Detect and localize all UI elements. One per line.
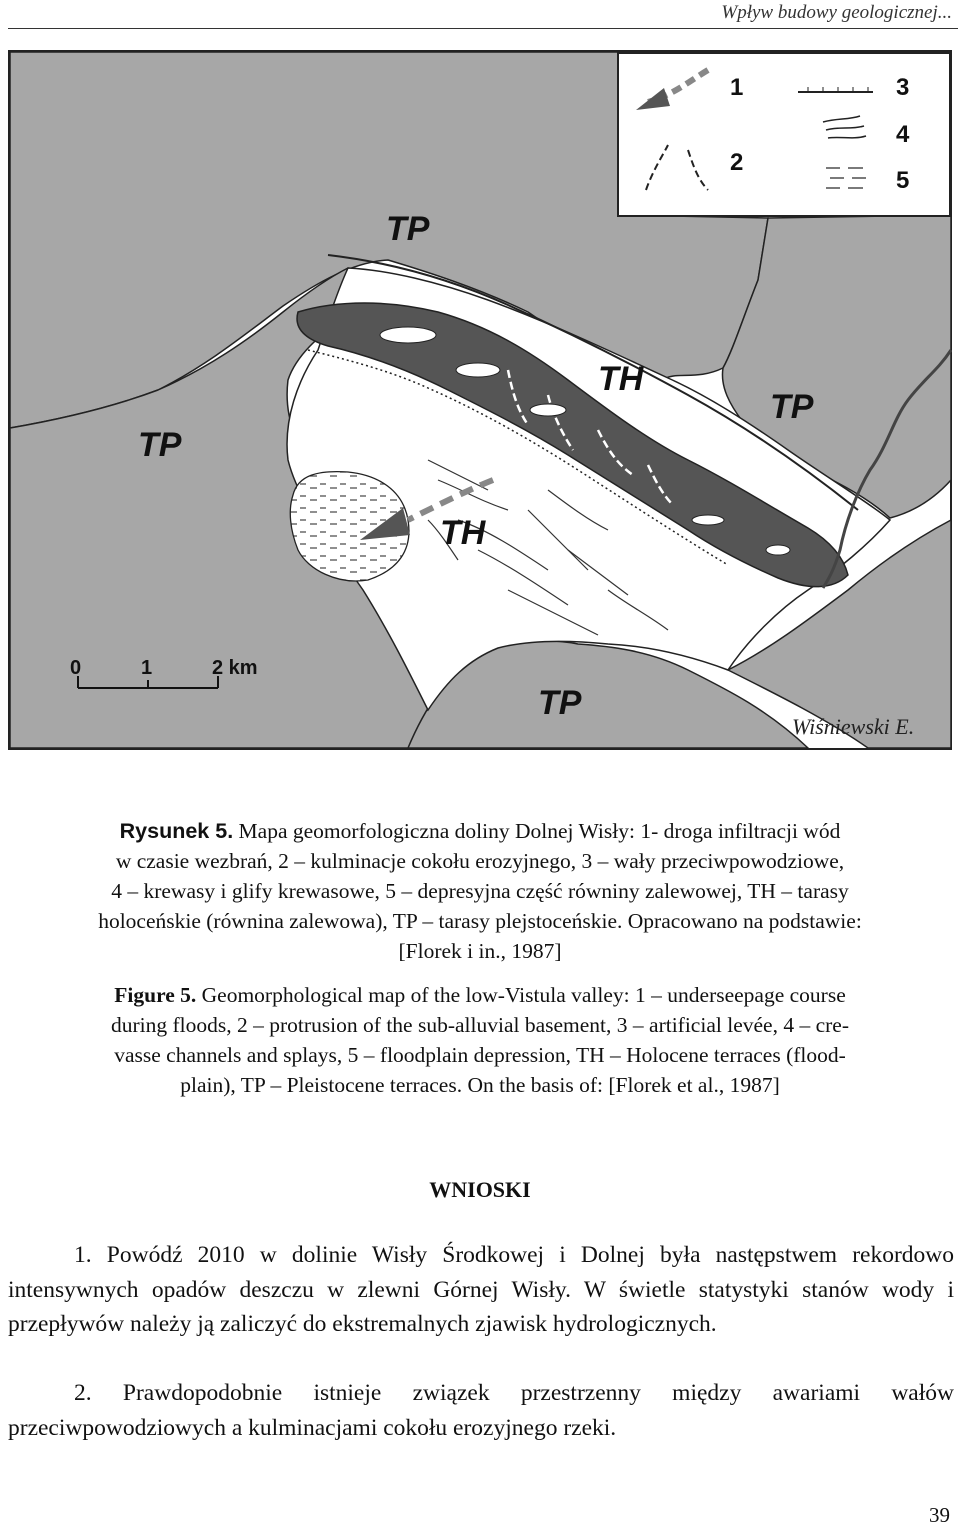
caption-en-line-1-text: Geomorphological map of the low-Vistula valley: 1 – underseepage course	[196, 983, 846, 1007]
legend-label-5: 5	[896, 167, 910, 194]
legend-label-4: 4	[896, 121, 910, 148]
caption-pl-line-1-text: Mapa geomorfologiczna doliny Dolnej Wisły: 1- droga infiltracji wód	[233, 819, 841, 843]
label-th-center: TH	[440, 514, 486, 552]
scale-tick-1: 1	[141, 657, 153, 679]
scale-tick-0: 0	[70, 657, 82, 679]
river-island	[380, 327, 436, 343]
caption-pl-line-3: 4 – krewasy i glify krewasowe, 5 – depresyjna część równiny zalewowej, TH – tarasy	[111, 879, 849, 903]
label-tp-right: TP	[770, 388, 814, 426]
caption-pl-line-1	[0, 816, 960, 846]
legend-label-3: 3	[896, 74, 910, 101]
section-title: WNIOSKI	[429, 1177, 531, 1202]
running-header	[0, 0, 960, 30]
conclusion-paragraph-1	[8, 1238, 954, 1342]
header-rule	[8, 28, 958, 29]
river-island	[692, 515, 724, 525]
legend-label-2: 2	[730, 149, 744, 176]
page-number: 39	[929, 1503, 950, 1527]
caption-pl-line-4: holoceńskie (równina zalewowa), TP – tarasy plejstoceńskie. Opracowano na podstawie:	[98, 909, 862, 933]
caption-en-label: Figure 5.	[114, 983, 197, 1007]
river-island	[530, 404, 566, 416]
map-svg	[8, 50, 952, 750]
river-island	[766, 545, 790, 555]
caption-en-line-1	[0, 980, 960, 1010]
legend-label-1: 1	[730, 74, 744, 101]
label-tp-left: TP	[138, 426, 182, 464]
conclusion-text-2: 2. Prawdopodobnie istnieje związek przestrzenny między awariami wałów przeciwpowodziowych a kulminacjami cokołu erozyjnego rzeki.	[8, 1380, 954, 1441]
river-island	[456, 363, 500, 377]
caption-en-line-2: during floods, 2 – protrusion of the sub-alluvial basement, 3 – artificial levée, 4 – cre-	[111, 1013, 849, 1037]
caption-english	[0, 980, 960, 1100]
conclusion-paragraph-2	[8, 1376, 954, 1445]
caption-polish	[0, 816, 960, 966]
caption-pl-line-2: w czasie wezbrań, 2 – kulminacje cokołu erozyjnego, 3 – wały przeciwpowodziowe,	[115, 849, 845, 873]
scale-tick-2: 2 km	[212, 657, 258, 679]
label-tp-top: TP	[386, 210, 430, 248]
caption-en-line-3: vasse channels and splays, 5 – floodplain depression, TH – Holocene terraces (flood-	[114, 1043, 846, 1067]
author-signature: Wiśniewski E.	[792, 714, 915, 739]
caption-pl-label: Rysunek 5.	[119, 819, 234, 843]
label-th-right: TH	[598, 360, 644, 398]
geomorphological-map-figure	[8, 50, 952, 750]
caption-pl-line-5: [Florek i in., 1987]	[398, 939, 562, 963]
conclusion-text-1: 1. Powódź 2010 w dolinie Wisły Środkowej i Dolnej była następstwem rekordowo intensywnych opadów deszczu w zlewni Górnej Wisły. W świetle statystyki stanów wody i przepływów należy ją zaliczyć do ekstremalnych zjawisk hydrologicznych.	[8, 1242, 954, 1337]
label-tp-bottom: TP	[538, 684, 582, 722]
caption-en-line-4: plain), TP – Pleistocene terraces. On the basis of: [Florek et al., 1987]	[180, 1073, 780, 1097]
running-title: Wpływ budowy geologicznej...	[721, 2, 952, 23]
